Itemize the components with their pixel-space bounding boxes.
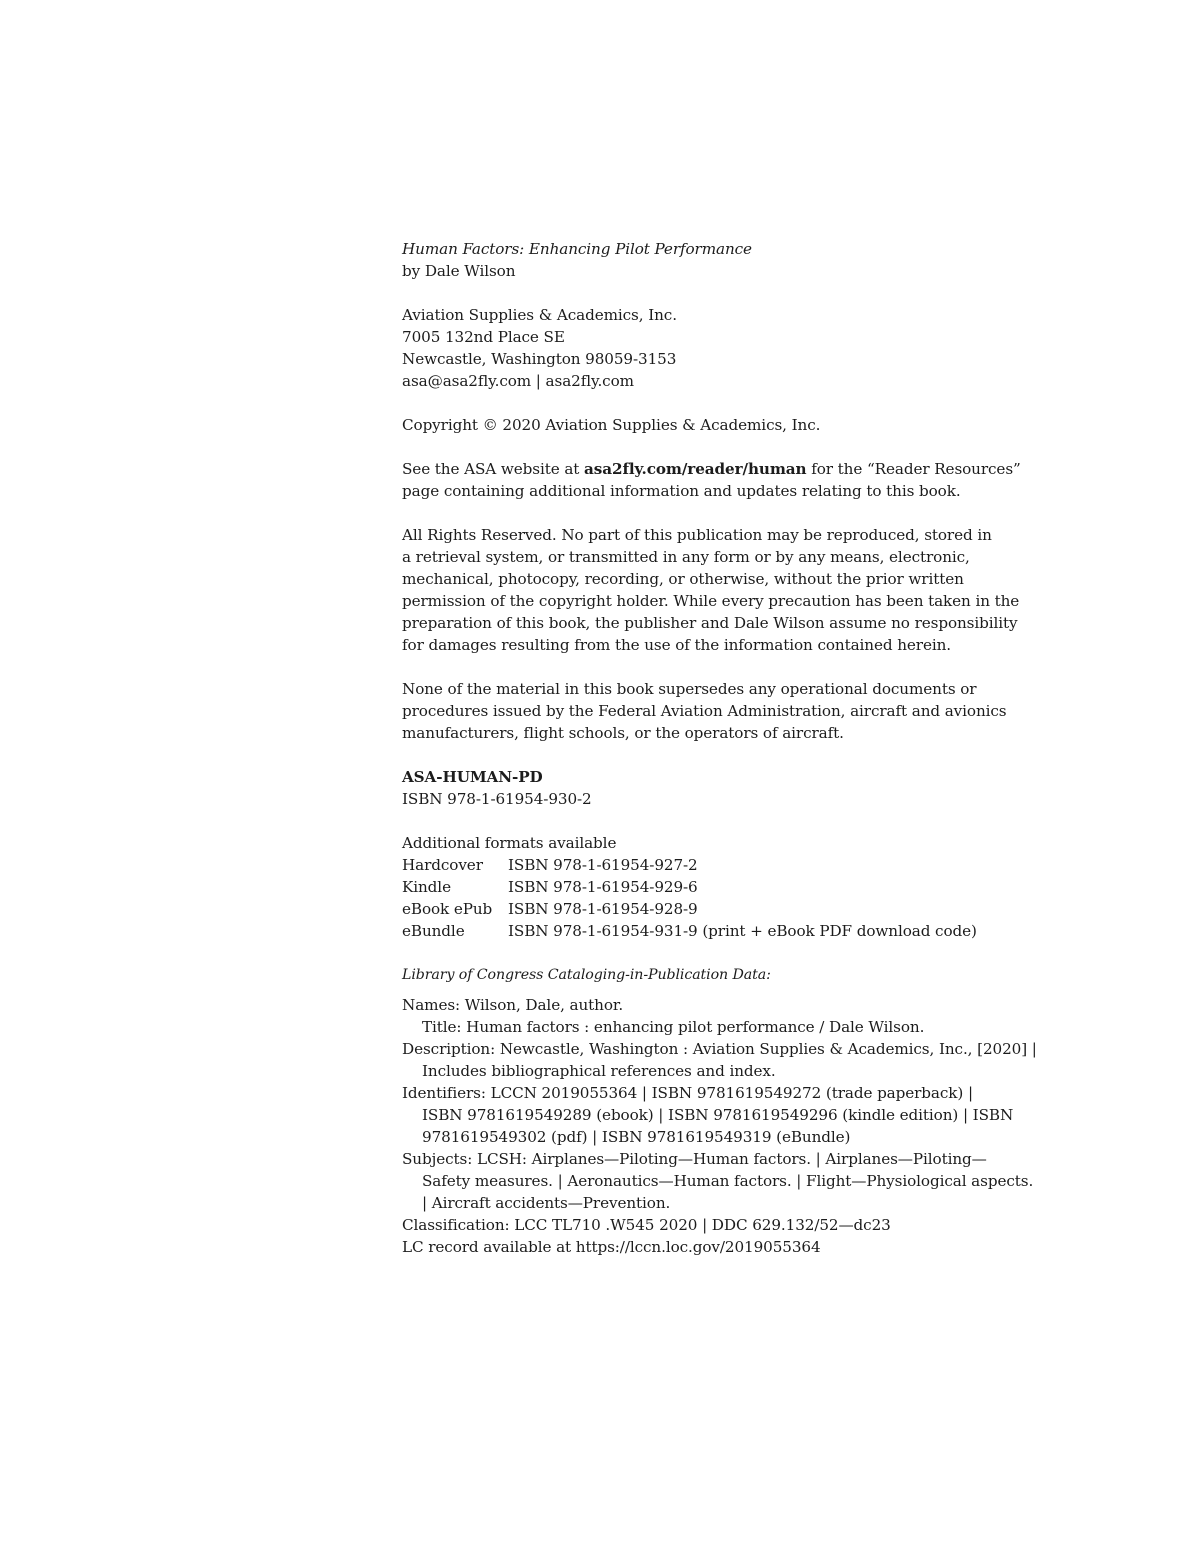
- product-isbn: ISBN 978-1-61954-930-2: [402, 790, 592, 808]
- website-line-1: [402, 458, 1062, 480]
- cip-identifiers: Identifiers: LCCN 2019055364 | ISBN 9781619549272 (trade paperback) |: [402, 1084, 973, 1102]
- cip-block: [402, 994, 1062, 1258]
- publisher-address-2: Newcastle, Washington 98059-3153: [402, 350, 677, 368]
- cip-description: Description: Newcastle, Washington : Aviation Supplies & Academics, Inc., [2020] |: [402, 1040, 1037, 1058]
- format-name: Kindle: [402, 878, 451, 896]
- cip-heading: Library of Congress Cataloging-in-Publication Data:: [402, 967, 771, 983]
- rights-line: All Rights Reserved. No part of this publication may be reproduced, stored in: [402, 526, 992, 544]
- disclaimer-line: manufacturers, flight schools, or the operators of aircraft.: [402, 724, 844, 742]
- cip-names: Names: Wilson, Dale, author.: [402, 996, 624, 1014]
- publisher-name: Aviation Supplies & Academics, Inc.: [402, 306, 677, 324]
- website-pre: See the ASA website at: [402, 460, 585, 478]
- website-post: for the “Reader Resources”: [806, 460, 1021, 478]
- publisher-address-1: 7005 132nd Place SE: [402, 328, 565, 346]
- formats-list: [402, 854, 1062, 942]
- cip-subjects: Subjects: LCSH: Airplanes—Piloting—Human factors. | Airplanes—Piloting—: [402, 1150, 987, 1168]
- disclaimer-line: procedures issued by the Federal Aviation Administration, aircraft and avionics: [402, 702, 1007, 720]
- format-name: Hardcover: [402, 856, 483, 874]
- cip-subjects-cont: | Aircraft accidents—Prevention.: [422, 1194, 671, 1212]
- reader-resources-link[interactable]: asa2fly.com/reader/human: [584, 460, 807, 478]
- cip-subjects-cont: Safety measures. | Aeronautics—Human factors. | Flight—Physiological aspects.: [422, 1172, 1034, 1190]
- rights-line: for damages resulting from the use of the information contained herein.: [402, 636, 952, 654]
- format-row-kindle: [402, 876, 1062, 898]
- website-line-2: page containing additional information and updates relating to this book.: [402, 482, 961, 500]
- cip-identifiers-cont: ISBN 9781619549289 (ebook) | ISBN 9781619549296 (kindle edition) | ISBN: [422, 1106, 1014, 1124]
- book-byline: by Dale Wilson: [402, 262, 516, 280]
- format-row-epub: [402, 898, 1062, 920]
- format-name: eBundle: [402, 922, 465, 940]
- product-code: ASA-HUMAN-PD: [402, 768, 543, 786]
- cip-identifiers-cont: 9781619549302 (pdf) | ISBN 9781619549319 (eBundle): [422, 1128, 851, 1146]
- rights-line: a retrieval system, or transmitted in any form or by any means, electronic,: [402, 548, 970, 566]
- rights-paragraph: [402, 524, 1062, 656]
- book-title: Human Factors: Enhancing Pilot Performance: [402, 240, 752, 258]
- format-name: eBook ePub: [402, 900, 493, 918]
- format-isbn: ISBN 978-1-61954-928-9: [508, 900, 698, 918]
- format-isbn: ISBN 978-1-61954-931-9 (print + eBook PDF download code): [508, 922, 977, 940]
- rights-line: preparation of this book, the publisher and Dale Wilson assume no responsibility: [402, 614, 1018, 632]
- format-isbn: ISBN 978-1-61954-927-2: [508, 856, 698, 874]
- copyright-page: [402, 238, 1062, 1258]
- rights-line: permission of the copyright holder. While every precaution has been taken in the: [402, 592, 1020, 610]
- format-row-hardcover: [402, 854, 1062, 876]
- copyright-notice: Copyright © 2020 Aviation Supplies & Academics, Inc.: [402, 416, 821, 434]
- format-row-ebundle: [402, 920, 1062, 942]
- disclaimer-paragraph: [402, 678, 1062, 744]
- rights-line: mechanical, photocopy, recording, or otherwise, without the prior written: [402, 570, 964, 588]
- disclaimer-line: None of the material in this book supersedes any operational documents or: [402, 680, 977, 698]
- cip-lc-record: LC record available at https://lccn.loc.gov/2019055364: [402, 1238, 821, 1256]
- publisher-contact: asa@asa2fly.com | asa2fly.com: [402, 372, 634, 390]
- formats-heading: Additional formats available: [402, 834, 617, 852]
- format-isbn: ISBN 978-1-61954-929-6: [508, 878, 698, 896]
- cip-classification: Classification: LCC TL710 .W545 2020 | DDC 629.132/52—dc23: [402, 1216, 891, 1234]
- cip-description-cont: Includes bibliographical references and index.: [422, 1062, 776, 1080]
- cip-title: Title: Human factors : enhancing pilot performance / Dale Wilson.: [422, 1018, 925, 1036]
